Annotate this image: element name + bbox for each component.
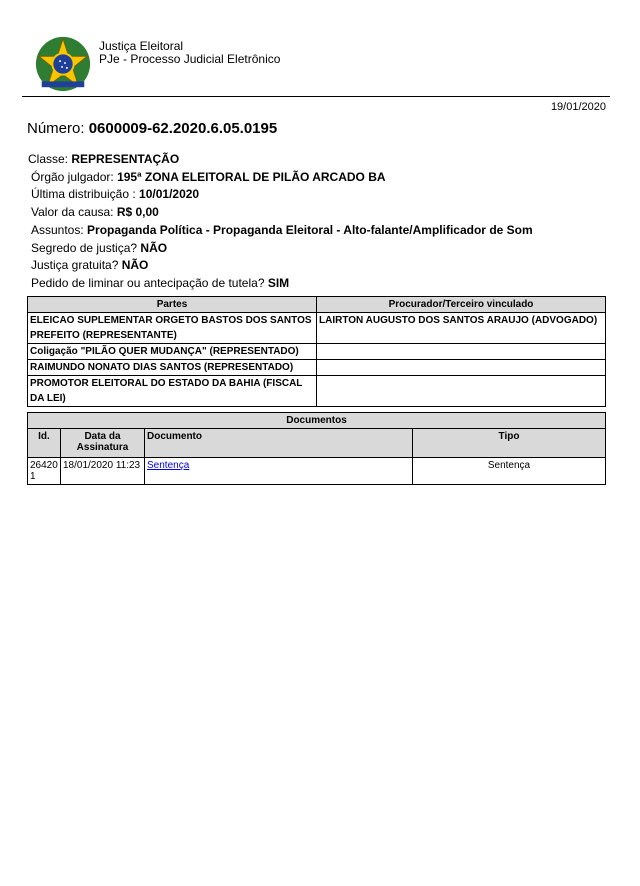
procurador-cell [317, 376, 606, 407]
system-name: PJe - Processo Judicial Eletrônico [99, 52, 281, 66]
header-divider [22, 96, 610, 97]
field-gratuita [28, 257, 533, 275]
doc-date-cell: 18/01/2020 11:23 [61, 458, 145, 485]
case-fields [28, 151, 533, 293]
document-date: 19/01/2020 [550, 101, 606, 113]
procurador-cell: LAIRTON AUGUSTO DOS SANTOS ARAUJO (ADVOGADO) [317, 313, 606, 344]
field-label: Órgão julgador: [31, 169, 118, 184]
procurador-cell [317, 360, 606, 376]
sentenca-link[interactable]: Sentença [147, 460, 190, 471]
parte-cell: ELEICAO SUPLEMENTAR ORGETO BASTOS DOS SANTOS PREFEITO (REPRESENTANTE) [28, 313, 317, 344]
field-value: NÃO [121, 258, 149, 273]
field-value: REPRESENTAÇÃO [71, 152, 180, 166]
parte-cell: PROMOTOR ELEITORAL DO ESTADO DA BAHIA (FISCAL DA LEI) [28, 376, 317, 407]
doc-type-cell: Sentença [413, 458, 606, 485]
document-header [22, 30, 610, 96]
col-tipo-header: Tipo [413, 429, 606, 458]
field-value: R$ 0,00 [116, 205, 159, 220]
field-value: 10/01/2020 [139, 187, 200, 202]
field-label: Assuntos: [31, 222, 88, 237]
field-label: Última distribuição : [31, 187, 140, 202]
field-distribuicao [28, 186, 533, 204]
partes-header: Partes [28, 297, 317, 313]
col-data-header: Data da Assinatura [61, 429, 145, 458]
doc-id-cell: 264201 [28, 458, 61, 485]
field-orgao [28, 169, 533, 187]
table-row [28, 360, 606, 376]
field-value: 195ª ZONA ELEITORAL DE PILÃO ARCADO BA [117, 169, 386, 184]
case-number-value: 0600009-62.2020.6.05.0195 [88, 120, 278, 137]
org-name: Justiça Eleitoral [99, 39, 184, 53]
table-row [28, 458, 606, 485]
field-value: NÃO [140, 240, 168, 255]
table-row [28, 344, 606, 360]
partes-table [27, 296, 606, 407]
table-row [28, 376, 606, 407]
col-documento-header: Documento [145, 429, 413, 458]
col-id-header: Id. [28, 429, 61, 458]
field-label: Pedido de liminar ou antecipação de tutela? [31, 275, 268, 290]
field-assuntos [28, 222, 533, 240]
field-label: Segredo de justiça? [31, 240, 141, 255]
documentos-table [27, 412, 606, 485]
field-value: SIM [267, 275, 290, 290]
field-label: Classe: [28, 152, 72, 166]
case-number-label: Número: [27, 120, 85, 137]
field-valor [28, 204, 533, 222]
procurador-header: Procurador/Terceiro vinculado [317, 297, 606, 313]
parte-cell: RAIMUNDO NONATO DIAS SANTOS (REPRESENTADO) [28, 360, 317, 376]
brazil-coat-of-arms-icon [34, 34, 92, 94]
field-label: Valor da causa: [31, 205, 117, 220]
field-liminar [28, 275, 533, 293]
case-number [27, 120, 277, 137]
doc-name-cell [145, 458, 413, 485]
parte-cell: Coligação "PILÃO QUER MUDANÇA" (REPRESENTADO) [28, 344, 317, 360]
procurador-cell [317, 344, 606, 360]
documentos-title: Documentos [28, 413, 606, 429]
field-classe [28, 151, 533, 169]
table-row [28, 313, 606, 344]
field-segredo [28, 240, 533, 258]
field-label: Justiça gratuita? [31, 258, 122, 273]
field-value: Propaganda Política - Propaganda Eleitoral - Alto-falante/Amplificador de Som [87, 222, 533, 237]
